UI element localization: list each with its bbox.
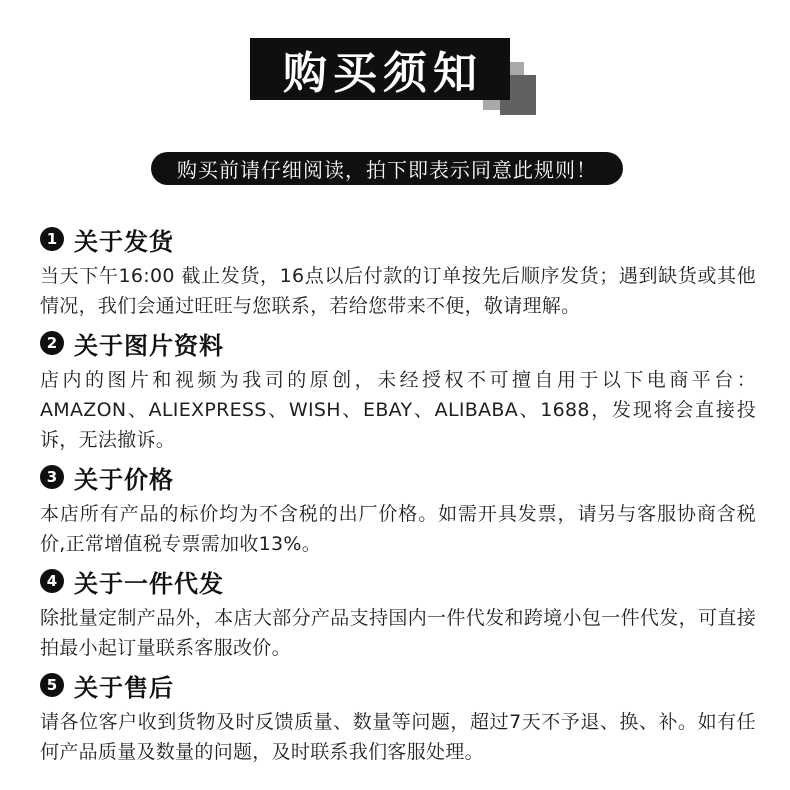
section-heading [40, 463, 756, 494]
header [0, 0, 790, 211]
section-body: 当天下午16:00 截止发货，16点以后付款的订单按先后顺序发货；遇到缺货或其他情况，我们会通过旺旺与您联系，若给您带来不便，敬请理解。 [40, 265, 756, 317]
section-shipping [40, 225, 756, 321]
section-body: 除批量定制产品外，本店大部分产品支持国内一件代发和跨境小包一件代发，可直接拍最小起订量联系客服改价。 [40, 607, 756, 659]
section-aftersales [40, 671, 756, 767]
section-title: 关于售后 [74, 673, 174, 702]
section-images [40, 329, 756, 455]
notice-pill [151, 152, 623, 185]
section-heading [40, 225, 756, 256]
number-badge: 4 [40, 569, 64, 593]
section-title: 关于价格 [74, 465, 174, 494]
section-body: 店内的图片和视频为我司的原创，未经授权不可擅自用于以下电商平台：AMAZON、ALIEXPRESS、WISH、EBAY、ALIBABA、1688，发现将会直接投诉，无法撤诉。 [40, 369, 756, 451]
section-title: 关于一件代发 [74, 569, 224, 598]
notice-pill-text: 购买前请仔细阅读，拍下即表示同意此规则！ [177, 158, 597, 182]
section-heading [40, 567, 756, 598]
section-dropshipping [40, 567, 756, 663]
section-heading [40, 329, 756, 360]
section-heading [40, 671, 756, 702]
section-title: 关于图片资料 [74, 331, 224, 360]
section-price [40, 463, 756, 559]
section-title: 关于发货 [74, 227, 174, 256]
title-banner [250, 38, 510, 100]
number-badge: 3 [40, 465, 64, 489]
section-body: 请各位客户收到货物及时反馈质量、数量等问题，超过7天不予退、换、补。如有任何产品质量及数量的问题，及时联系我们客服处理。 [40, 711, 756, 763]
number-badge: 1 [40, 227, 64, 251]
sections-list [40, 225, 756, 767]
number-badge: 5 [40, 673, 64, 697]
page-title: 购买须知 [283, 48, 483, 99]
section-body: 本店所有产品的标价均为不含税的出厂价格。如需开具发票，请另与客服协商含税价,正常增值税专票需加收13%。 [40, 503, 756, 555]
number-badge: 2 [40, 331, 64, 355]
